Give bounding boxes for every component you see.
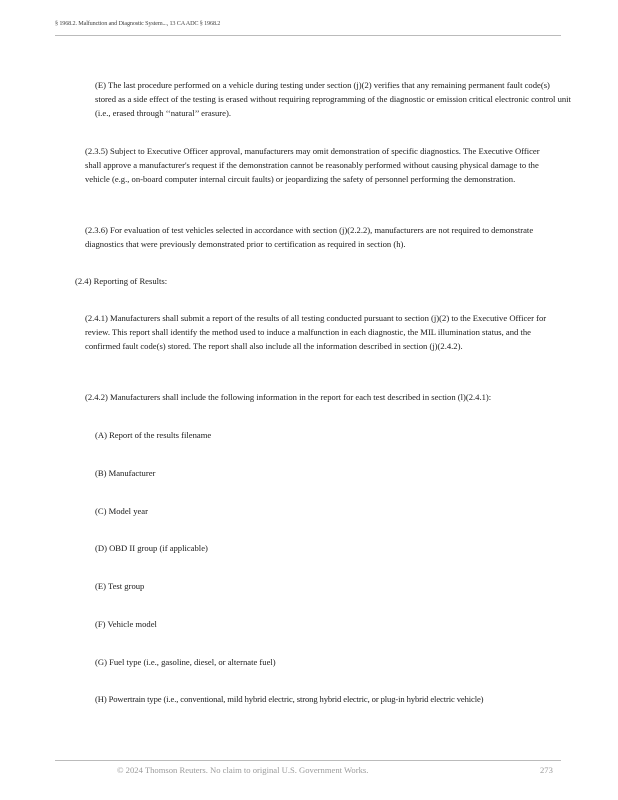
footer-divider [55, 760, 561, 761]
page-number: 273 [540, 765, 553, 775]
list-item: (F) Vehicle model [95, 619, 157, 629]
paragraph-2-4-1: (2.4.1) Manufacturers shall submit a report of the results of all testing conducted pursuant to section (j)(2) to the Executive Officer for review. This report shall identify the method used to induce a malfunction in each diagnostic, the MIL illumination status, and the confirmed fault code(s) stored. The report shall also include all the information described in section (j)(2.4.2). [85, 313, 547, 352]
section-heading-2-4: (2.4) Reporting of Results: [75, 276, 168, 286]
list-item: (D) OBD II group (if applicable) [95, 543, 208, 553]
paragraph-2-3-6: (2.3.6) For evaluation of test vehicles selected in accordance with section (j)(2.2.2), manufacturers are not required to demonstrate diagnostics that were previously demonstrated prior to certification as required in section (h). [85, 225, 534, 250]
list-item: (H) Powertrain type (i.e., conventional, mild hybrid electric, strong hybrid electric, or plug-in hybrid electric vehicle) [95, 694, 484, 704]
paragraph-2-3-5: (2.3.5) Subject to Executive Officer approval, manufacturers may omit demonstration of specific diagnostics. The Executive Officer shall approve a manufacturer's request if the demonstration cannot be reasonably performed without causing physical damage to the vehicle (e.g., on-board computer internal circuit faults) or jeopardizing the safety of personnel performing the demonstration. [85, 146, 540, 185]
list-item: (C) Model year [95, 506, 148, 516]
paragraph-e-erasure: (E) The last procedure performed on a vehicle during testing under section (j)(2) verifies that any remaining permanent fault code(s) stored as a side effect of the testing is erased without requiring reprogramming of the diagnostic or emission critical electronic control unit (i.e., erased through ‘‘natural’’ erasure). [95, 80, 571, 119]
list-item: (G) Fuel type (i.e., gasoline, diesel, or alternate fuel) [95, 657, 276, 667]
running-header: § 1968.2. Malfunction and Diagnostic System..., 13 CA ADC § 1968.2 [55, 20, 221, 27]
list-item: (E) Test group [95, 581, 145, 591]
list-item: (B) Manufacturer [95, 468, 156, 478]
header-divider [55, 35, 561, 36]
copyright-notice: © 2024 Thomson Reuters. No claim to original U.S. Government Works. [117, 765, 369, 775]
paragraph-2-4-2: (2.4.2) Manufacturers shall include the following information in the report for each test described in section (l)(2.4.1): [85, 392, 492, 402]
list-item: (A) Report of the results filename [95, 430, 212, 440]
